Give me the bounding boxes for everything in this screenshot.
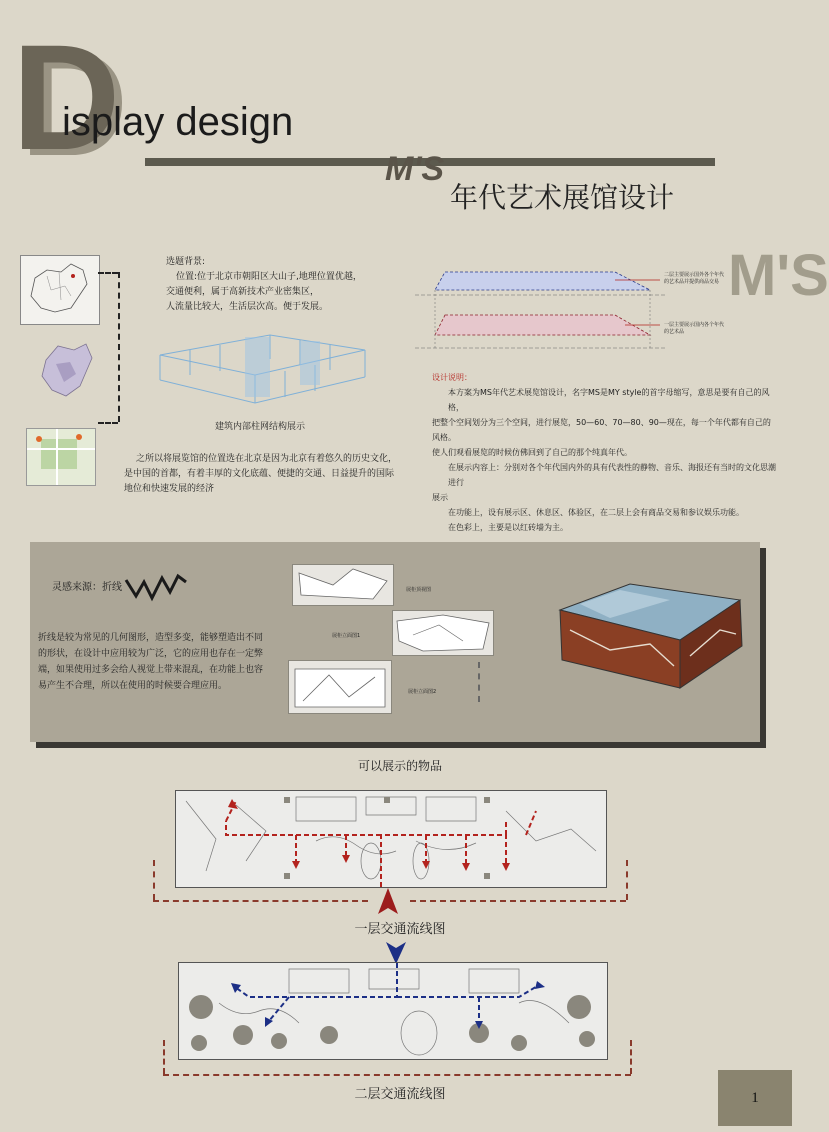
site-boundary [153,860,155,900]
design-notes-line: 把整个空间划分为三个空间，进行展览，50—60、70—80、90—现在，每一个年代都有自己的风格。 [432,418,771,442]
zigzag-icon [122,568,192,602]
entrance-arrow-icon [378,888,398,914]
inspiration-line: 的形状，在设计中应用较为广泛，它的应用也存在一定弊 [38,649,264,659]
column-grid-drawing [150,325,380,410]
inspiration-line: 折线是较为常见的几何图形，造型多变，能够塑造出不同 [38,633,264,643]
cabinet-elevation-2 [288,660,392,714]
inspiration-line: 端，如果使用过多会给人视觉上带来混乱，在功能上也容 [38,665,264,675]
cabinet-elevation-1 [392,610,494,656]
page-subtitle: 年代艺术展馆设计 [450,181,675,214]
floor2-plan [178,962,608,1060]
district-map [26,428,96,486]
big-letter-d: D [12,13,117,181]
connector-line [98,272,118,274]
page-number: 1 [718,1070,792,1126]
design-notes-heading: 设计说明： [432,373,472,382]
floor1-plan [175,790,607,888]
design-notes-line: 使人们观看展览的时候仿佛回到了自己的那个纯真年代。 [432,448,632,457]
site-boundary [163,1074,631,1076]
connector-line [478,662,480,702]
floor2-caption: 二层交通流线图 [354,1087,446,1102]
connector-line [98,422,118,424]
site-boundary [410,900,626,902]
design-notes-line: 在功能上，设有展示区、休息区、体验区，在二层上会有商品交易和参议娱乐功能。 [448,508,744,517]
building-rendering [550,560,750,700]
layered-plan-diagram [415,260,665,360]
floor1-caption: 一层交通流线图 [354,922,446,937]
design-notes-line: 在色彩上，主要是以红砖墙为主。 [448,523,568,532]
exhibits-caption: 可以展示的物品 [357,759,442,773]
structure-caption: 建筑内部柱网结构展示 [214,422,305,432]
cabinet-label: 展柜立面图2 [408,689,437,695]
site-reason [124,452,424,497]
layer-label-bottom: 一层主要展示国内各个年代的艺术品 [664,322,725,335]
page-title: isplay design [62,100,294,144]
layer-label-top: 二层主要展示国外各个年代的艺术品并提供商品交易 [664,272,725,285]
inspiration-panel [30,542,760,742]
design-notes [432,370,777,535]
beijing-map [36,340,98,402]
inspiration-line: 易产生不合理，所以在使用的时候要合理应用。 [38,681,228,691]
cabinet-label: 展柜顶视图 [406,587,432,593]
site-background-heading: 选题背景: [166,257,206,267]
connector-line [118,272,120,422]
cabinet-top-view [292,564,394,606]
site-background-line: 位置:位于北京市朝阳区大山子,地理位置优越， [176,272,362,282]
site-background [166,255,386,315]
side-ms-logo: M'S [728,243,829,308]
site-reason-line: 是中国的首都，有着丰厚的文化底蕴、便捷的交通、日益提升的国际 [124,469,395,479]
inspiration-body [38,630,268,694]
site-boundary [163,1040,165,1074]
upstairs-arrow-icon [386,942,406,964]
design-notes-line: 在展示内容上：分别对各个年代国内外的具有代表性的静物、音乐、海报还有当时的文化思潮进行 [448,463,776,487]
inspiration-heading: 灵感来源：折线 [52,582,122,593]
site-boundary [630,1040,632,1074]
site-boundary [626,860,628,900]
site-background-line: 人流量比较大，生活层次高。便于发展。 [166,302,329,312]
site-reason-line: 之所以将展览馆的位置选在北京是因为北京有着悠久的历史文化， [136,454,398,464]
design-notes-line: 本方案为MS年代艺术展览馆设计，名字MS是MY style的首字母缩写，意思是要有自己的风格， [448,388,770,412]
cabinet-label: 展柜立面图1 [332,633,361,639]
china-map [20,255,100,325]
ms-logo: M'S [385,150,445,188]
site-reason-line: 地位和快速发展的经济 [124,484,215,494]
site-boundary [153,900,368,902]
site-background-line: 交通便利，属于高新技术产业密集区， [166,287,320,297]
design-notes-line: 展示 [432,493,448,502]
